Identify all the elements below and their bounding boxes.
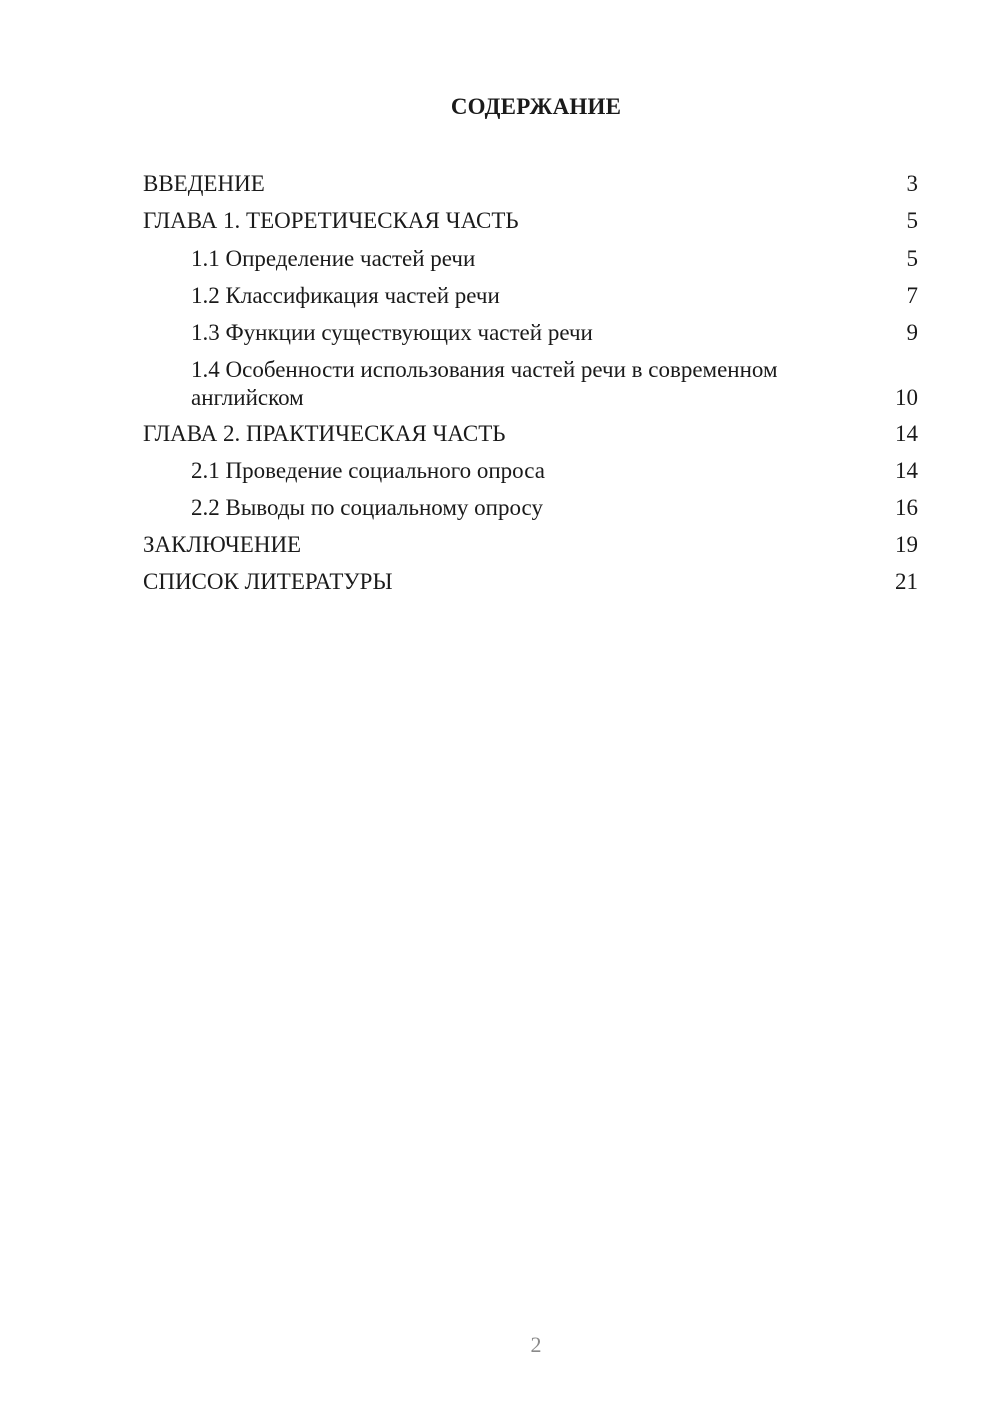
toc-entry-label: 1.1 Определение частей речи bbox=[191, 246, 476, 271]
toc-entry-page: 7 bbox=[906, 283, 918, 308]
toc-entry-label: СПИСОК ЛИТЕРАТУРЫ bbox=[143, 569, 393, 594]
toc-entry-page: 5 bbox=[906, 246, 918, 271]
toc-entry-page: 3 bbox=[906, 171, 918, 196]
toc-entry-chapter-2 bbox=[143, 420, 918, 448]
toc-entry-label: ВВЕДЕНИЕ bbox=[143, 171, 265, 196]
toc-entry-section-1-3 bbox=[191, 319, 918, 347]
toc-entry-label: 1.2 Классификация частей речи bbox=[191, 283, 500, 308]
toc-entry-conclusion bbox=[143, 531, 918, 559]
toc-entry-page: 5 bbox=[906, 208, 918, 233]
toc-entry-label: 1.3 Функции существующих частей речи bbox=[191, 320, 593, 345]
toc-entry-label: 1.4 Особенности использования частей речи в современном английском bbox=[191, 357, 778, 410]
toc-title: СОДЕРЖАНИЕ bbox=[450, 94, 622, 119]
toc-entry-section-1-2 bbox=[191, 282, 918, 310]
toc-entry-introduction bbox=[143, 170, 918, 198]
toc-entry-page: 14 bbox=[895, 458, 918, 483]
toc-entry-section-1-4 bbox=[191, 356, 918, 412]
toc-entry-page: 10 bbox=[895, 385, 918, 410]
toc-entry-label: ГЛАВА 1. ТЕОРЕТИЧЕСКАЯ ЧАСТЬ bbox=[143, 208, 519, 233]
toc-entry-references bbox=[143, 568, 918, 596]
page-number: 2 bbox=[530, 1332, 542, 1357]
toc-entry-section-2-2 bbox=[191, 494, 918, 522]
toc-entry-chapter-1 bbox=[143, 207, 918, 235]
toc-entry-page: 14 bbox=[895, 421, 918, 446]
toc-entry-page: 16 bbox=[895, 495, 918, 520]
toc-entry-page: 21 bbox=[895, 569, 918, 594]
toc-entry-label: ЗАКЛЮЧЕНИЕ bbox=[143, 532, 302, 557]
toc-entry-section-1-1 bbox=[191, 245, 918, 273]
toc-entry-label: 2.2 Выводы по социальному опросу bbox=[191, 495, 543, 520]
toc-entry-label: ГЛАВА 2. ПРАКТИЧЕСКАЯ ЧАСТЬ bbox=[143, 421, 506, 446]
toc-entry-label: 2.1 Проведение социального опроса bbox=[191, 458, 545, 483]
toc-entry-section-2-1 bbox=[191, 457, 918, 485]
toc-entry-page: 19 bbox=[895, 532, 918, 557]
toc-entry-page: 9 bbox=[906, 320, 918, 345]
